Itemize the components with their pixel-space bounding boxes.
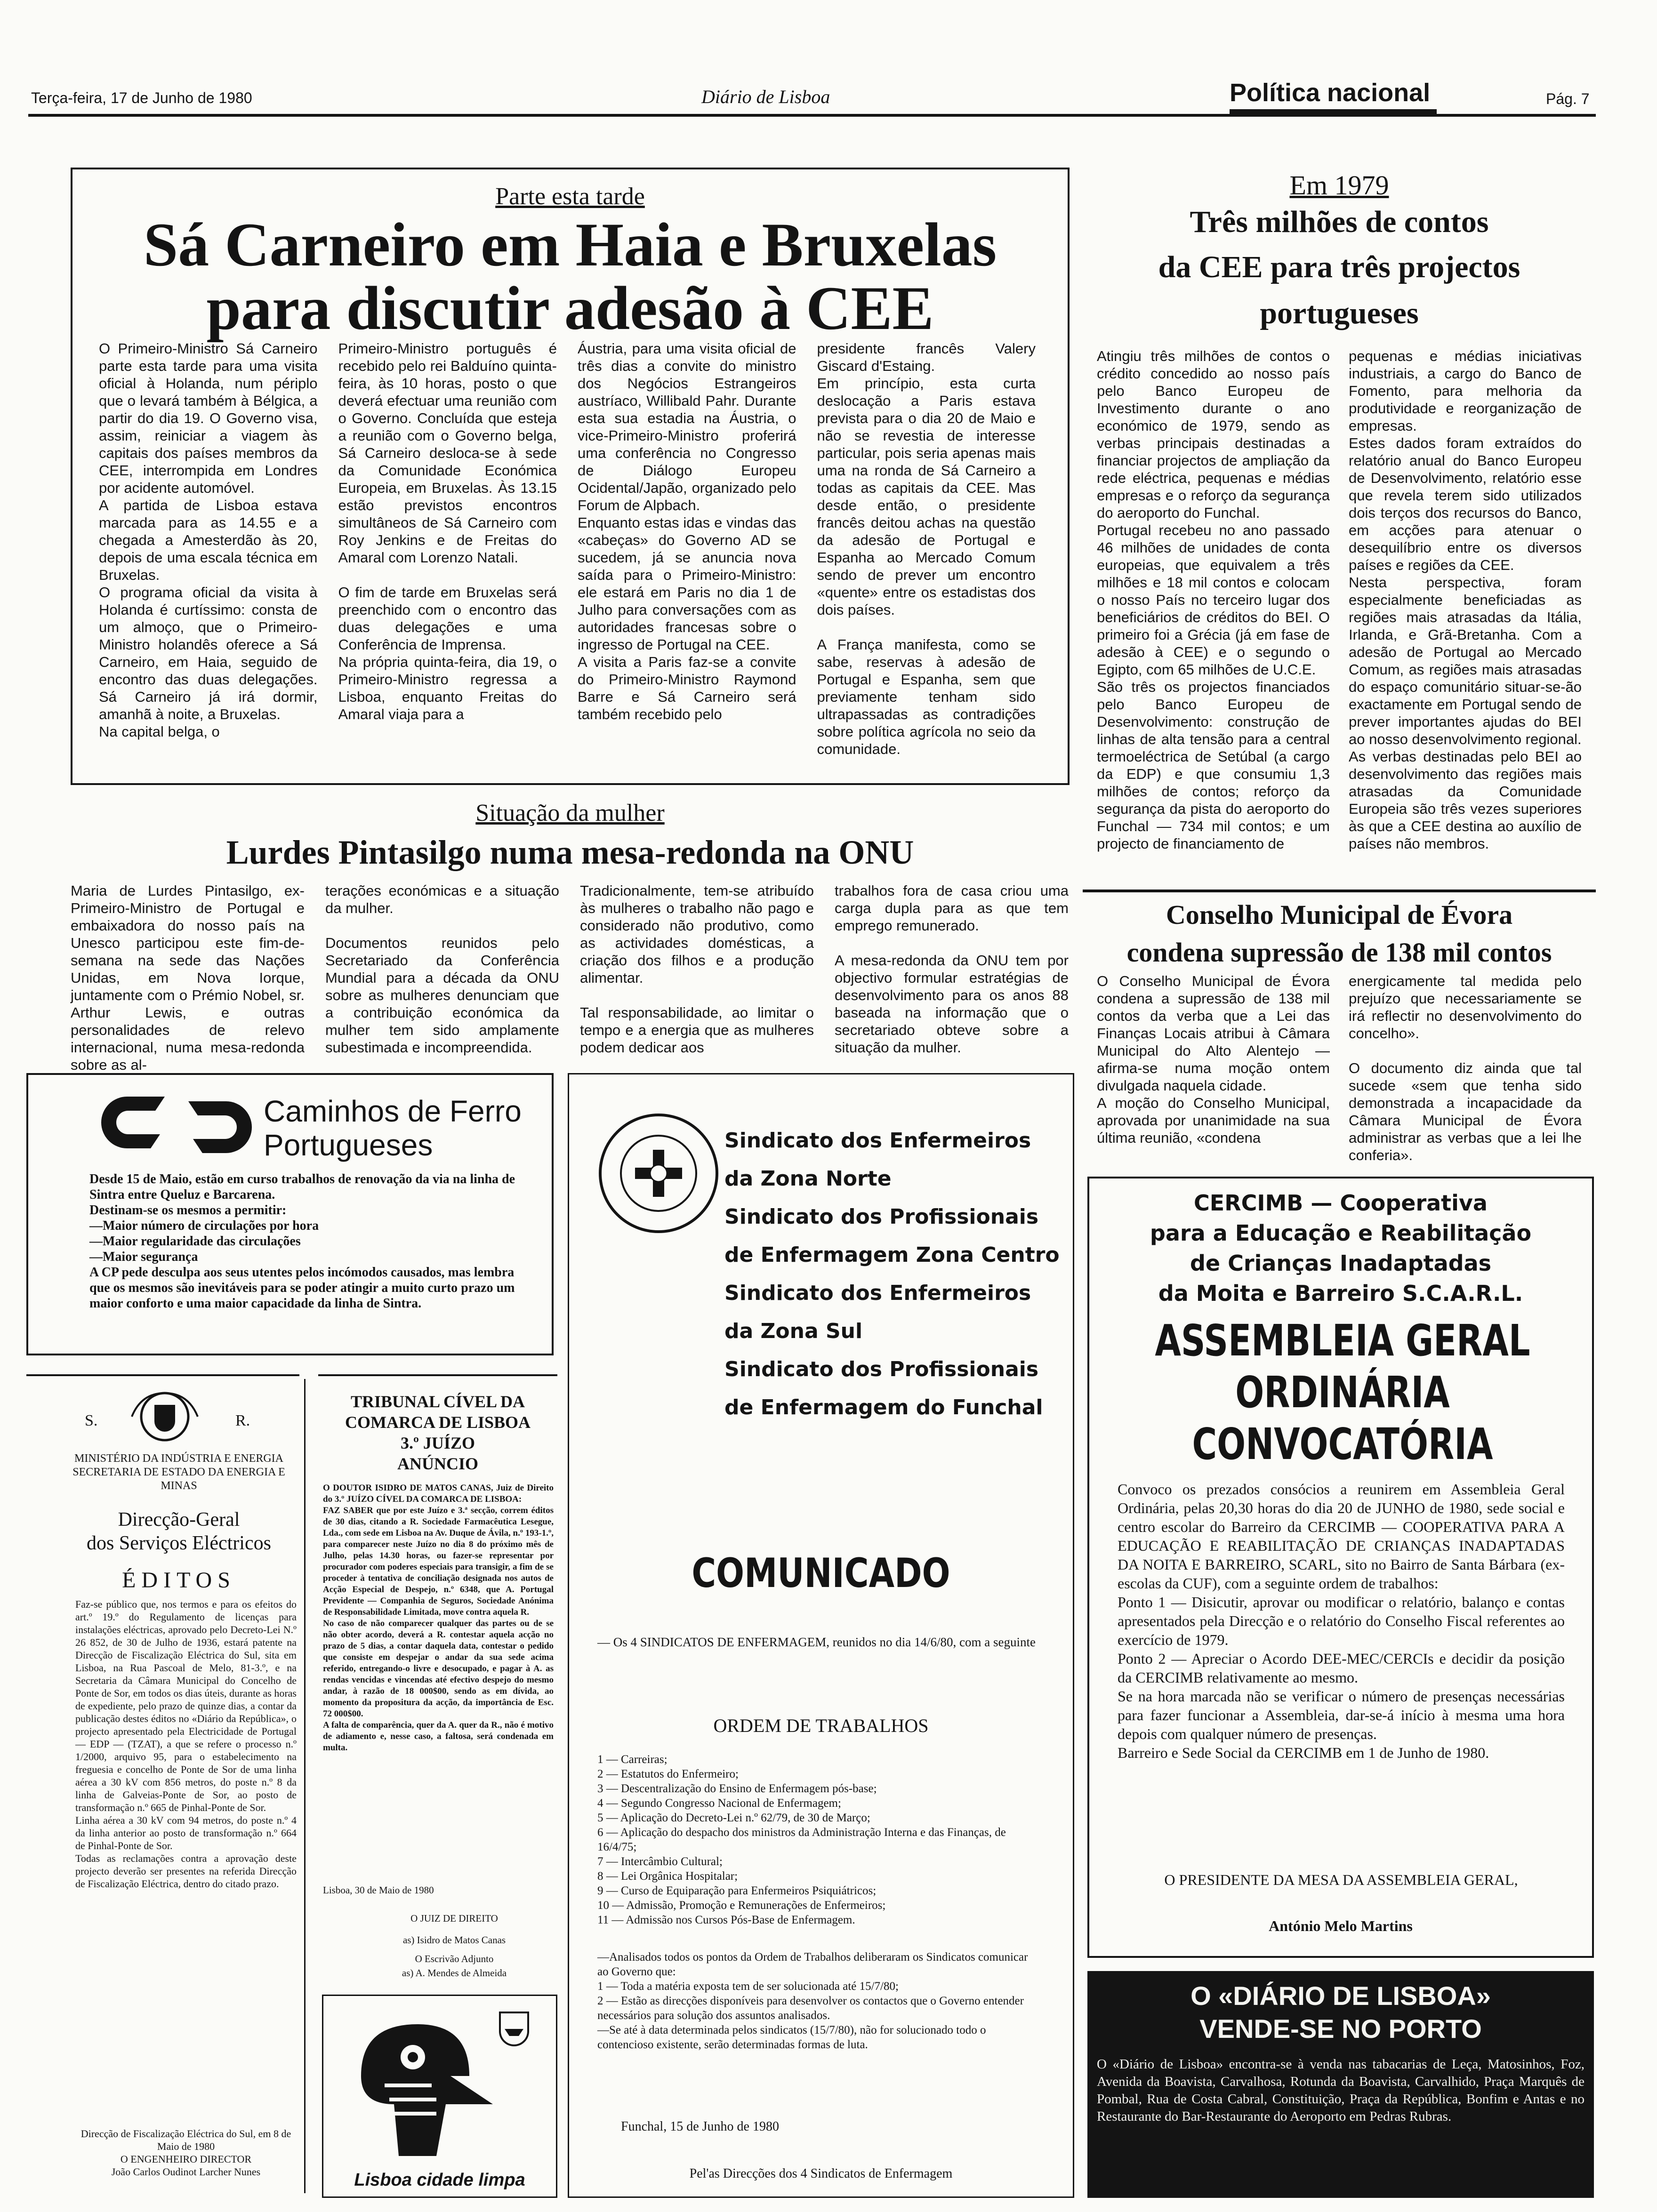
ordem-item: 10 — Admissão, Promoção e Remunerações de Enfermeiros; [597,1899,886,1912]
article-sa-carneiro [71,168,1070,785]
tribunal-title-4: ANÚNCIO [397,1454,478,1473]
cercimb-title-4: da Moita e Barreiro S.C.A.R.L. [1158,1281,1523,1306]
tribunal-judge-name: as) Isidro de Matos Canas [402,1934,506,1946]
editos-title: ÉDITOS [122,1568,236,1593]
assembleia-title-2: ORDINÁRIA [1235,1367,1450,1418]
divider [318,1374,557,1376]
cidade-limpa-caption: Lisboa cidade limpa [354,2170,525,2190]
article-column: Primeiro-Ministro português é recebido pelo rei Balduíno quinta-feira, às 10 horas, posto o que deverá efectuar uma reunião com o Governo. Concluída que esteja a reunião com o Governo belga, Sá Carneiro desloca-se à sede da Comunidade Económica Europeia, em Bruxelas. Às 13.15 estão previstos encontros simultâneos de Sá Carneiro com Roy Jenkins e de Freitas do Amaral com Lorenzo Natali. O fim de tarde em Bruxelas será preenchido com o encontro das duas delegações e uma Conferência de Imprensa. Na própria quinta-feira, dia 19, o Primeiro-Ministro regressa a Lisboa, enquanto Freitas do Amaral viaja para a [338,340,557,722]
article-column: presidente francês Valery Giscard d'Estaing. Em princípio, esta curta deslocação a Paris estava prevista para o dia 20 de Maio e não se revestia de interesse particular, pois seria apenas mais uma na ronda de Sá Carneiro a todas as capitais da CEE. Mas desde então, o presidente francês deitou achas na questão da adesão de Portugal e Espanha ao Mercado Comum sendo de prever um encontro «quente» entre os estadistas dos dois países. A França manifesta, como se sabe, reservas à adesão de Portugal e Espanha, sem que previamente tenham sido ultrapassadas as contradições sobre política agrícola no seio da comunidade. [817,340,1036,757]
cercimb-title-2: para a Educação e Reabilitação [1150,1220,1532,1246]
cercimb-title-1: CERCIMB — Cooperativa [1194,1190,1488,1216]
sindicato-line: Sindicato dos Profissionais [724,1357,1039,1381]
direccao-geral-2: dos Serviços Eléctricos [87,1532,271,1554]
article-column: energicamente tal medida pelo prejuízo que necessariamente se irá reflectir no desenvolvimento do concelho». O documento diz ainda que tal sucede «sem que tenha sido demonstrada a incapacidade da Câmara Municipal de Évora administrar as verbas que a lei lhe conferia». [1349,973,1582,1163]
article-headline-1: Conselho Municipal de Évora [1166,899,1513,930]
tribunal-escrivao-name: as) A. Mendes de Almeida [402,1967,507,1979]
ordem-item: 2 — Estatutos do Enfermeiro; [597,1768,739,1780]
ad-caminhos-de-ferro [26,1073,554,1355]
article-body [71,882,1069,1074]
sindicato-line: de Enfermagem do Funchal [724,1395,1043,1419]
editos-signature: Direcção de Fiscalização Eléctrica do Sul, em 8 de Maio de 1980 O ENGENHEIRO DIRECTOR João Carlos Oudinot Larcher Nunes [80,2128,291,2178]
porto-text: O «Diário de Lisboa» encontra-se à venda nas tabacarias de Leça, Matosinhos, Foz, Avenida da Boavista, Carvalhosa, Rotunda da Boavista, Carvalhido, Praça Marquês de Pombal, Rua de Costa Cabral, Constituição, Praça da República, Bonfim e Antas e no Restaurante do Bar-Restaurante do Aeroporto em Pedras Rubras. [1097,2057,1585,2124]
ordem-title: ORDEM DE TRABALHOS [713,1715,929,1736]
article-column: Áustria, para uma visita oficial de três dias a convite do ministro dos Negócios Estrangeiros austríaco, Willibald Pahr. Durante esta sua estadia na Áustria, o vice-Primeiro-Ministro proferirá uma conferência no Congresso de Diálogo Europeu Ocidental/Japão, organizado pelo Forum de Alpbach. Enquanto estas idas e vindas das «cabeças» do Governo AD se sucedem, já se anuncia nova saída para o Primeiro-Ministro: ele estará em Paris no dia 1 de Julho para conversações com as autoridades francesas sobre o ingresso de Portugal na CEE. A visita a Paris faz-se a convite do Primeiro-Ministro Raymond Barre e Sá Carneiro será também recebido pelo [578,340,796,722]
ordem-item: 3 — Descentralização do Ensino de Enfermagem pós-base; [597,1782,877,1795]
cp-text: Desde 15 de Maio, estão em curso trabalhos de renovação da via na linha de Sintra entre Queluz e Barcarena. Destinam-se os mesmos a permitir: —Maior número de circulações por hora —Maior regularidade das circulações —Maior segurança A CP pede desculpa aos seus utentes pelos incómodos causados, mas lembra que os mesmos são inevitáveis para se poder atingir a muito curto prazo um maior conforto e uma maior capacidade da linha de Sintra. [89,1172,515,1311]
tribunal-judge: O JUIZ DE DIREITO [410,1913,498,1924]
tribunal-escrivao: O Escrivão Adjunto [415,1953,494,1964]
article-column: O Primeiro-Ministro Sá Carneiro parte esta tarde para uma visita oficial à Holanda, num périplo que o levará também à Bélgica, a partir do dia 19. O Governo visa, assim, reiniciar a viagem às capitais dos países membros da CEE, interrompida em Londres por acidente automóvel. A partida de Lisboa estava marcada para as 14.55 e a chegada a Amesterdão às 20, depois de uma escala técnica em Bruxelas. O programa oficial da visita à Holanda é curtíssimo: consta de um almoço, que o Primeiro-Ministro holandês oferece a Sá Carneiro, em Haia, seguido de encontro das duas delegações. Sá Carneiro já irá dormir, amanhã à noite, a Bruxelas. Na capital belga, o [99,340,318,740]
article-body [99,340,1036,758]
comunicado-conclusion: —Analisados todos os pontos da Ordem de Trabalhos deliberaram os Sindicatos comunicar ao Governo que: 1 — Toda a matéria exposta tem de ser solucionada até 15/7/80; 2 — Estão as direcções disponíveis para desenvolver os contactos que o Governo entender necessários para solução dos assuntos analisados. —Se até à data determinada pelos sindicatos (15/7/80), não for solucionado todo o contencioso existente, serão determinadas formas de luta. [597,1951,1028,2051]
sindicato-line: Sindicato dos Enfermeiros [724,1281,1031,1305]
direccao-geral-1: Direcção-Geral [118,1509,240,1531]
sindicato-line: Sindicato dos Enfermeiros [724,1129,1031,1153]
header-date: Terça-feira, 17 de Junho de 1980 [31,89,252,106]
sindicato-line: da Zona Norte [724,1167,892,1191]
ordem-list [597,1752,1040,1927]
coat-of-arms-icon [122,1388,207,1445]
article-body [1097,347,1582,852]
article-column: Atingiu três milhões de contos o crédito concedido ao nosso país pelo Banco Europeu de Investimento durante o ano económico de 1979, sendo as verbas principais destinadas a financiar projectos de ampliação da rede eléctrica, pequenas e médias empresas e o reforço da segurança do aeroporto do Funchal. Portugal recebeu no ano passado 46 milhões de unidades de conta europeias, que equivalem a três milhões e 18 mil contos e colocam o nosso País no terceiro lugar dos beneficiários de créditos do BEI. O primeiro foi a Grécia (já em fase de adesão à CEE) e o segundo o Egipto, com 65 milhões de U.C.E. São três os projectos financiados pelo Banco Europeu de Desenvolvimento: construção de linhas de alta tensão para a central termoeléctrica de Setúbal (a cargo da EDP) e que consumiu 1,3 milhões de contos; reforço da segurança da pista do aeroporto do Funchal — 734 mil contos; e um projecto de financiamento de [1097,348,1330,852]
column-rule [304,1379,306,2193]
article-headline-2: da CEE para três projectos [1158,250,1520,284]
assembleia-title-3: CONVOCATÓRIA [1192,1419,1493,1469]
ordem-item: 9 — Curso de Equiparação para Enfermeiros Psiquiátricos; [597,1884,877,1897]
article-kicker: Parte esta tarde [495,183,645,210]
ordem-item: 8 — Lei Orgânica Hospitalar; [597,1870,738,1883]
section-rule [1230,109,1437,117]
cp-logo [99,1092,254,1158]
ad-lisboa-cidade-limpa [322,1995,557,2198]
article-headline-3: portugueses [1260,296,1419,330]
assembleia-president: O PRESIDENTE DA MESA DA ASSEMBLEIA GERAL, [1164,1871,1518,1888]
divider [26,1374,299,1376]
article-column: pequenas e médias iniciativas industriais, a cargo do Banco de Fomento, para melhoria da produtividade e reorganização de empresas. Estes dados foram extraídos do relatório anual do Banco Europeu de Desenvolvimento, relatório esse que revela terem sido utilizados dois terços dos recursos do Banco, em acções para atenuar o desequilíbrio entre os diversos países e regiões da CEE. Nesta perspectiva, foram especialmente beneficiadas as regiões mais atrasadas da Itália, Irlanda, e Grã-Bretanha. Com a adesão de Portugal ao Mercado Comum, as regiões mais atrasadas do espaço comunitário situar-se-ão exactamente em Portugal sendo de prever importantes ajudas do BEI ao nosso desenvolvimento regional. As verbas destinadas pelo BEI ao desenvolvimento das regiões mais atrasadas da Comunidade Europeia são três vezes superiores às que a CEE destina ao auxílio de países não membros. [1349,348,1582,852]
article-body [1097,972,1582,1164]
article-column: Maria de Lurdes Pintasilgo, ex-Primeiro-Ministro de Portugal e embaixadora do nosso país na Unesco participou este fim-de-semana na sede das Nações Unidas, em Nova Iorque, juntamente com o Prémio Nobel, sr. Arthur Lewis, e outras personalidades de relevo internacional, numa mesa-redonda sobre as al- [71,882,305,1073]
article-headline-1: Três milhões de contos [1190,205,1489,239]
ordem-item: 4 — Segundo Congresso Nacional de Enfermagem; [597,1797,841,1810]
article-kicker: Situação da mulher [475,800,665,826]
lisbon-arms-icon [498,2010,531,2048]
comunicado-intro: — Os 4 SINDICATOS DE ENFERMAGEM, reunidos no dia 14/6/80, com a seguinte [597,1635,1036,1649]
assembleia-signature: António Melo Martins [1269,1917,1413,1934]
cp-title-2: Portugueses [264,1128,433,1162]
ad-porto [1087,1971,1594,2198]
bird-logo-icon [342,2005,498,2165]
ordem-item: 1 — Carreiras; [597,1753,668,1766]
cercimb-title-3: de Crianças Inadaptadas [1190,1250,1492,1276]
masthead: Diário de Lisboa [701,86,830,107]
sindicato-line: Sindicato dos Profissionais [724,1205,1039,1229]
ministerio-lines: MINISTÉRIO DA INDÚSTRIA E ENERGIA SECRETARIA DE ESTADO DA ENERGIA E MINAS [72,1452,285,1492]
ordem-item: 11 — Admissão nos Cursos Pós-Base de Enfermagem. [597,1914,855,1926]
article-column: trabalhos fora de casa criou uma carga dupla para as que tem emprego remunerado. A mesa-redonda da ONU tem por objectivo formular estratégias de desenvolvimento para os anos 88 baseada na informação que o secretariado obteve sobre a situação da mulher. [835,882,1069,1056]
divider [1083,890,1596,892]
porto-headline-2: VENDE-SE NO PORTO [1199,2014,1482,2044]
comunicado-signature: Pel'as Direcções dos 4 Sindicatos de Enfermagem [689,2166,953,2181]
ad-sindicatos [568,1073,1074,2198]
editos-text: Faz-se público que, nos termos e para os efeitos do art.º 19.º do Regulamento de licenças para instalações eléctricas, aprovado pelo Decreto-Lei N.º 26 852, de 30 de Julho de 1936, estará patente na Direcção de Fiscalização Eléctrica do Sul, sita em Lisboa, na Rua Pascoal de Melo, 81-3.º, e na Secretaria da Câmara Municipal do Concelho de Ponte de Sor, em todos os dias úteis, durante as horas de expediente, pelo prazo de quinze dias, a contar da publicação destes éditos no «Diário da República», o projecto apresentado pela Electricidade de Portugal — EDP — (TZAT), a que se refere o processo n.º 1/2000, arquivo 95, para o estabelecimento na freguesia e concelho de Ponte de Sor de uma linha aérea a 30 kV com 856 metros, do poste n.º 8 da linha de Galveias-Ponte de Sor, ao posto de transformação n.º 665 de Pinhal-Ponte de Sor. Linha aérea a 30 kV com 94 metros, do poste n.º 4 da linha anterior ao posto de transformação n.º 664 de Pinhal-Ponte de Sor. Todas as reclamações contra a aprovação deste projecto deverão ser presentes na referida Direcção de Fiscalização Eléctrica, dentro do citado prazo. [75,1598,297,1890]
sindicatos-list [724,1122,1063,1427]
section-title: Política nacional [1230,79,1431,107]
assembleia-body: Convoco os prezados consócios a reunirem em Assembleia Geral Ordinária, pelas 20,30 horas do dia 20 de JUNHO de 1980, sede social e centro escolar do Barreiro da CERCIMB — COOPERATIVA PARA A EDUCAÇÃO E REABILITAÇÃO DE CRIANÇAS INADAPTADAS DA NOITA E BARREIRO, SCARL, sito no Bairro de Santa Bárbara (ex-escolas da CUF), com a seguinte ordem de trabalhos: Ponto 1 — Disicutir, aprovar ou modificar o relatório, balanço e contas apresentados pela Direcção e o relatório do Conselho Fiscal referentes ao exercício de 1979. Ponto 2 — Apreciar o Acordo DEE-MEC/CERCIs e decidir da posição da CERCIMB relativamente ao mesmo. Se na hora marcada não se verificar o número de presenças necessárias para fazer funcionar a Assembleia, dar-se-á início à mesma uma hora depois com qualquer número de presenças. Barreiro e Sede Social da CERCIMB em 1 de Junho de 1980. [1118,1481,1565,1761]
tribunal-title-3: 3.º JUÍZO [401,1434,475,1452]
tribunal-title-2: COMARCA DE LISBOA [345,1413,531,1432]
sindicato-seal-icon [597,1112,720,1234]
article-kicker: Em 1979 [1289,170,1389,200]
republic-s: S. [85,1412,98,1429]
article-column: O Conselho Municipal de Évora condena a supressão de 138 mil contos da verba que a Lei das Finanças Locais atribui à Câmara Municipal do Alto Alentejo — afirma-se numa moção ontem divulgada naquela cidade. A moção do Conselho Municipal, aprovada por unanimidade na sua última reunião, «condena [1097,973,1330,1146]
ad-cercimb [1087,1177,1594,1958]
assembleia-title-1: ASSEMBLEIA GERAL [1155,1315,1530,1366]
tribunal-title-1: TRIBUNAL CÍVEL DA [350,1392,525,1411]
comunicado-title: COMUNICADO [692,1550,950,1597]
page-number: Pág. 7 [1546,90,1590,107]
article-column: Tradicionalmente, tem-se atribuído às mulheres o trabalho não pago e considerado não produtivo, como as actividades domésticas, a criação dos filhos e a produção alimentar. Tal responsabilidade, ao limitar o tempo e a energia que as mulheres podem dedicar aos [580,882,814,1056]
article-headline: Lurdes Pintasilgo numa mesa-redonda na ONU [226,834,914,871]
comunicado-date: Funchal, 15 de Junho de 1980 [621,2119,779,2134]
article-column: terações económicas e a situação da mulher. Documentos reunidos pelo Secretariado da Conferência Mundial para a década da ONU sobre as mulheres denunciam que a contribuição económica da mulher tem sido amplamente subestimada e incompreendida. [325,882,559,1056]
cp-title-1: Caminhos de Ferro [264,1094,522,1128]
article-headline-2: para discutir adesão à CEE [206,273,934,343]
article-headline-1: Sá Carneiro em Haia e Bruxelas [143,210,997,279]
article-headline-2: condena supressão de 138 mil contos [1126,937,1552,968]
ordem-item: 6 — Aplicação do despacho dos ministros da Administração Interna e das Finanças, de 16/4/75; [597,1826,1006,1853]
tribunal-date: Lisboa, 30 de Maio de 1980 [323,1884,434,1896]
porto-headline-1: O «DIÁRIO DE LISBOA» [1190,1981,1491,2011]
republic-r: R. [235,1412,250,1429]
tribunal-text: O DOUTOR ISIDRO DE MATOS CANAS, Juiz de Direito do 3.º JUÍZO CÍVEL DA COMARCA DE LISBOA: FAZ SABER que por este Juízo e 3.ª secção, correm éditos de 30 dias, citando a R. Sociedade Farmacêutica Lesegue, Lda., com sede em Lisboa na Av. Duque de Ávila, n.º 193-1.º, para comparecer neste Juízo no dia 8 do próximo mês de Julho, pelas 14.30 horas, ou fazer-se representar por procurador com poderes especiais para transigir, a fim de se proceder à tentativa de conciliação designada nos autos de Acção Especial de Despejo, n.º 6348, que A. Portugal Previdente — Companhia de Seguros, Sociedade Anónima de Responsabilidade Limitada, move contra aquela R. No caso de não comparecer qualquer das partes ou de se não obter acordo, deverá a R. contestar aquela acção no prazo de 5 dias, a contar daquela data, contestar o pedido que consiste em despejar o andar da sua sede acima referido, entregando-o livre e desocupado, e pagar à A. as rendas vencidas e vincendas até efectivo despejo do mesmo andar, à razão de 18 000$00, sendo as em dívida, ao momento da propositura da acção, da importância de Esc. 72 000$00. A falta de comparência, quer da A. quer da R., não é motivo de adiamento e, nesse caso, a faltosa, será condenada em multa. [323,1483,554,1753]
sindicato-line: da Zona Sul [724,1319,863,1343]
ordem-item: 5 — Aplicação do Decreto-Lei n.º 62/79, de 30 de Março; [597,1811,870,1824]
ordem-item: 7 — Intercâmbio Cultural; [597,1855,723,1868]
sindicato-line: de Enfermagem Zona Centro [724,1243,1060,1267]
